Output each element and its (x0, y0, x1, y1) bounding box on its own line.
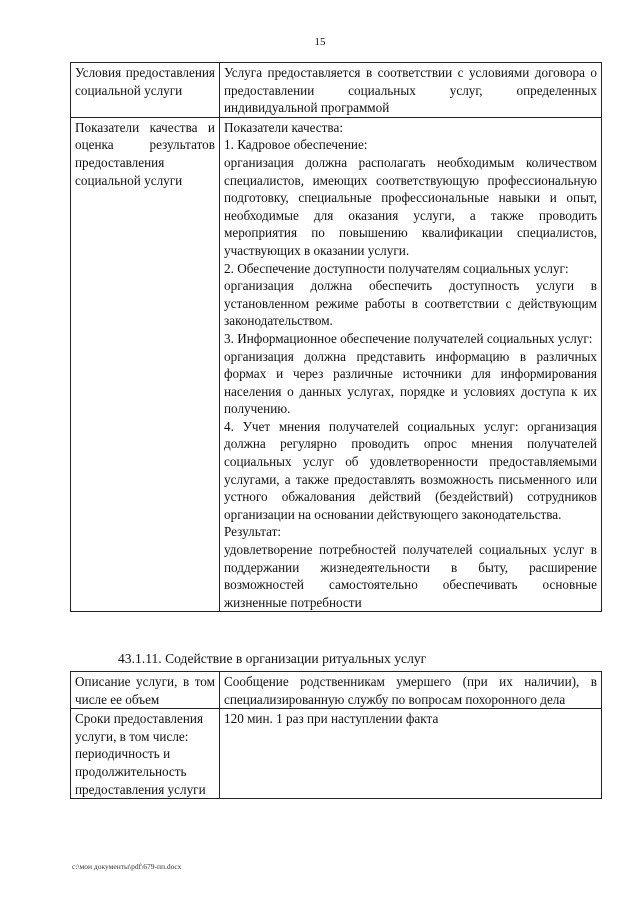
paragraph: 1. Кадровое обеспечение: (224, 137, 368, 153)
paragraph: 3. Информационное обеспечение получателей социальных услуг: (224, 330, 593, 346)
table-cell-label: Показатели качества и оценка результатов предоставления социальной услуги (71, 117, 220, 612)
paragraph: 4. Учет мнения получателей социальных услуг: организация должна регулярно проводить опрос мнения получателей социальных услуг об удовлетворенности предоставляемыми услугами, а также предоставлять возможность письменного или устного обжалования действий (бездействий) сотрудников организации на основании действующего законодательства. (224, 418, 597, 522)
table-cell-label: Сроки предоставления услуги, в том числе: периодичность и продолжительность предоставления услуги (71, 709, 220, 799)
table-cell-value: Услуга предоставляется в соответствии с условиями договора о предоставлении социальных услуг, определенных индивидуальной программой (220, 63, 602, 118)
table-cell-value: Сообщение родственникам умершего (при их наличии), в специализированную службу по вопросам похоронного дела (220, 672, 602, 709)
table-cell-label: Описание услуги, в том числе ее объем (71, 672, 220, 709)
section-heading: 43.1.11. Содействие в организации ритуальных услуг (118, 651, 427, 666)
table-row (71, 709, 602, 799)
paragraph: организация должна располагать необходимым количеством специалистов, имеющих соответствующую профессиональную подготовку, специальные профессиональные навыки и опыт, необходимые для оказания услуги, а также проводить мероприятия по повышению квалификации специалистов, участвующих в оказании услуги. (224, 154, 597, 258)
table-row (71, 117, 602, 612)
table-cell-label: Условия предоставления социальной услуги (71, 63, 220, 118)
footer-file-path: c:\мои документы\pdf\679-пп.docx (72, 862, 182, 871)
table-row (71, 672, 602, 709)
paragraph: организация должна обеспечить доступность услуги в установленном режиме работы в соответствии с действующим законодательством. (224, 278, 597, 329)
ritual-services-table (70, 671, 602, 799)
page-number: 15 (314, 36, 326, 48)
paragraph: 2. Обеспечение доступности получателям социальных услуг: (224, 260, 569, 276)
paragraph: Показатели качества: (224, 119, 343, 135)
quality-indicators-cell (220, 117, 602, 612)
paragraph: удовлетворение потребностей получателей социальных услуг в поддержании жизнедеятельности в быту, расширение возможностей самостоятельно обеспечивать основные жизненные потребности (224, 542, 597, 610)
table-cell-value: 120 мин. 1 раз при наступлении факта (220, 709, 602, 799)
table-row (71, 63, 602, 118)
service-conditions-table (70, 62, 602, 612)
paragraph: организация должна представить информацию в различных формах и через различные источники для информирования населения о данных услугах, порядке и условиях доступа к их получению. (224, 348, 597, 417)
paragraph: Результат: (224, 524, 282, 540)
